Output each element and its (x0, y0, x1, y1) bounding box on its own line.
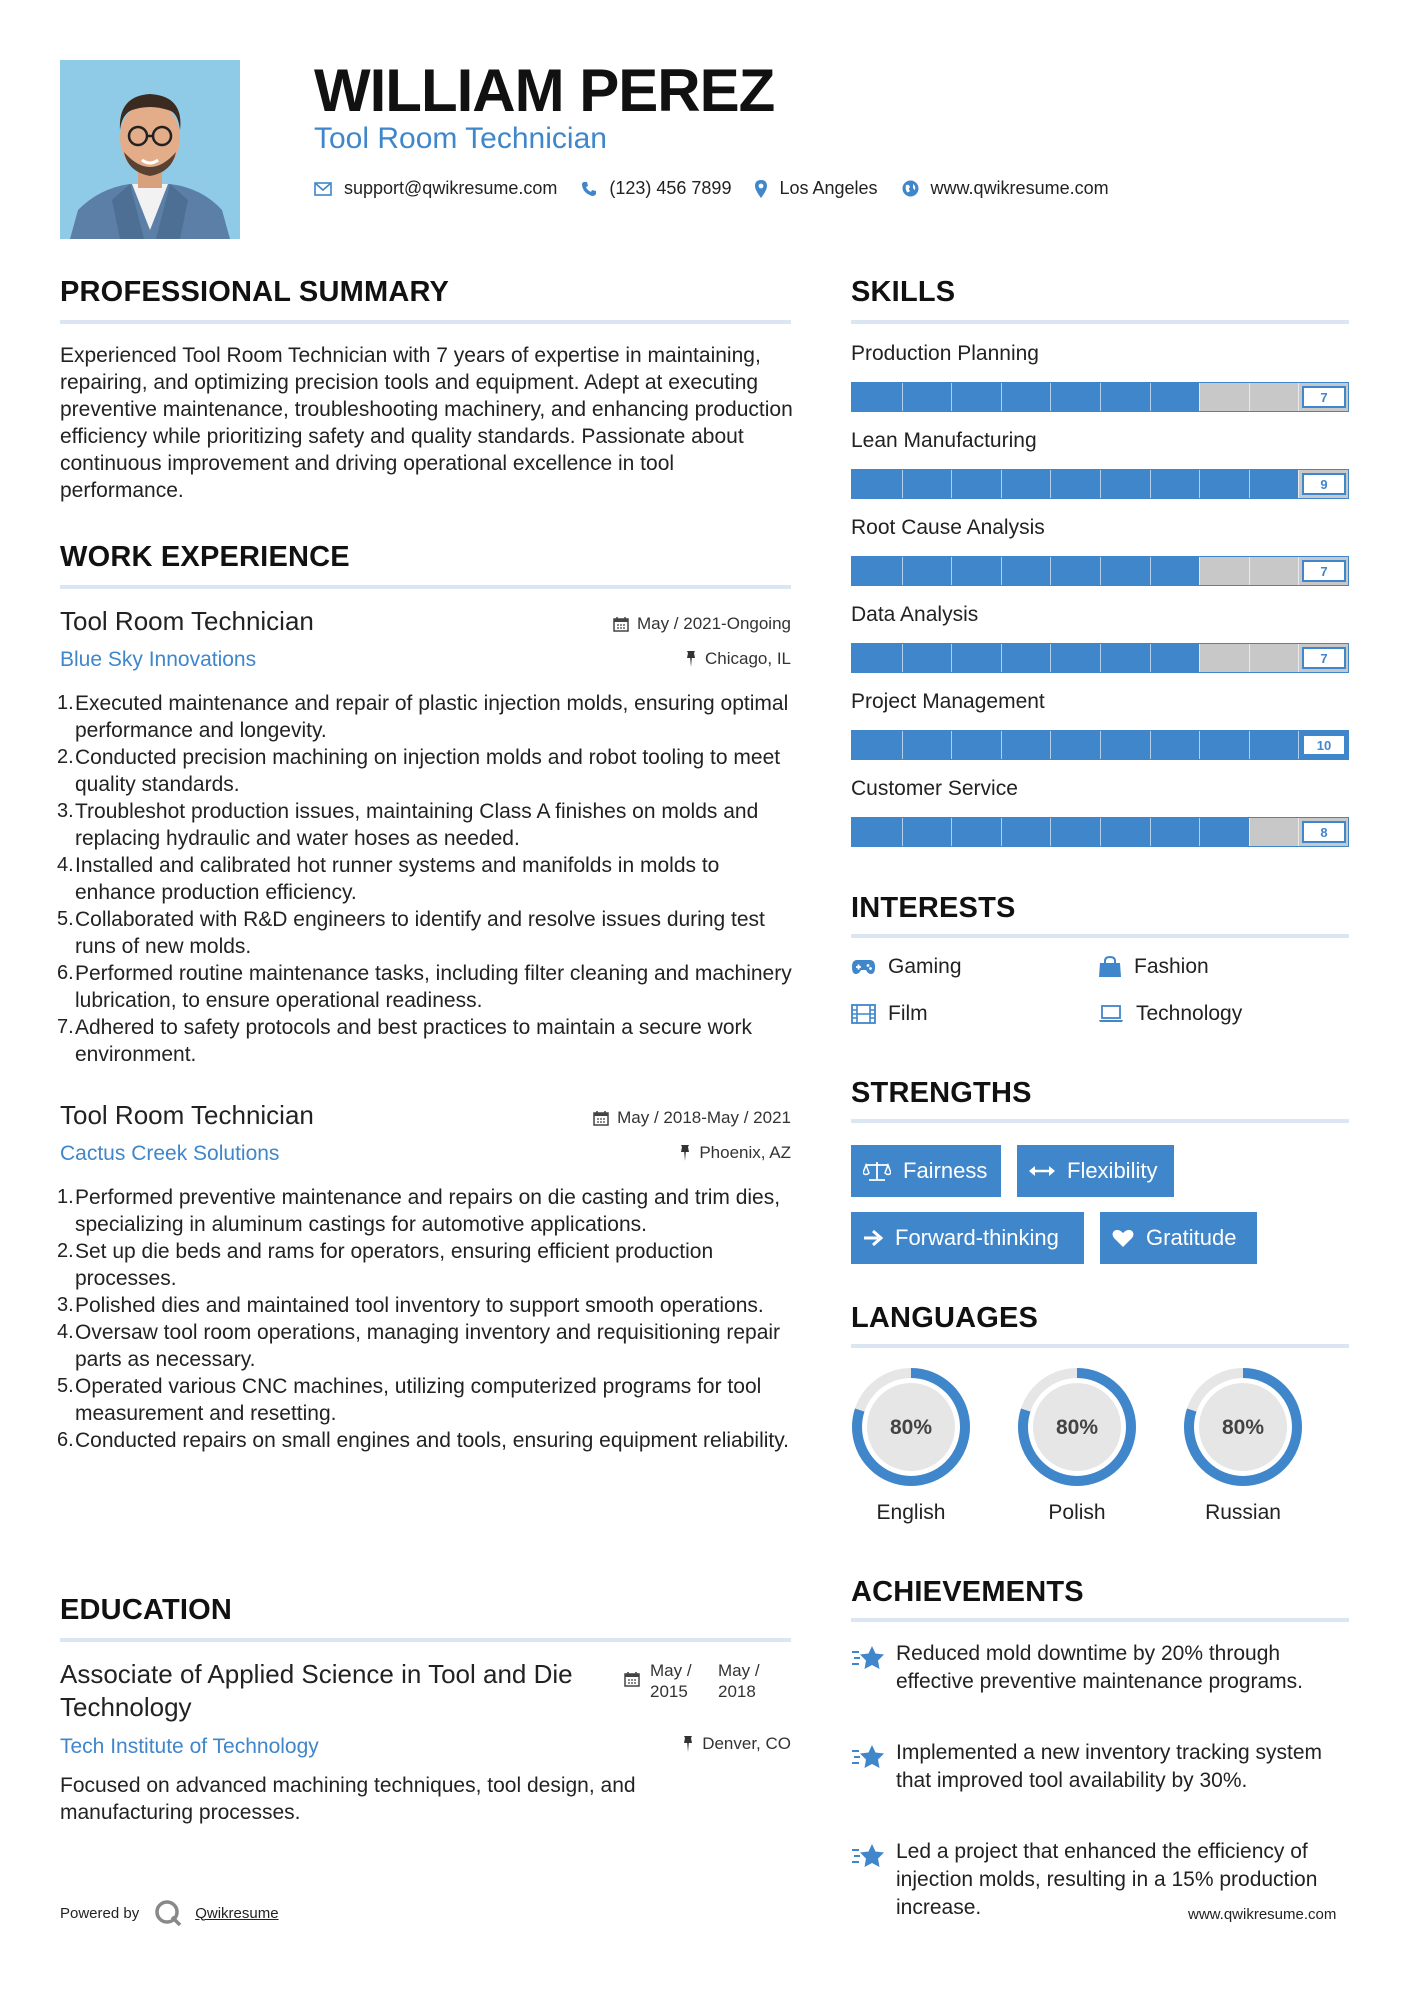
skill-bar-segment (1001, 470, 1002, 498)
skill-bar-segment (951, 644, 952, 672)
contact-website[interactable]: www.qwikresume.com (930, 178, 1109, 198)
job-bullets (57, 1184, 797, 1454)
skill-bar-segment (902, 731, 903, 759)
skill-bar-segment (1150, 470, 1151, 498)
strengths-heading: STRENGTHS (851, 1077, 1032, 1109)
skill-bar-segment (1298, 470, 1299, 498)
skill-bar (851, 556, 1349, 586)
candidate-name: WILLIAM PEREZ (314, 57, 775, 124)
job-company: Cactus Creek Solutions (60, 1142, 280, 1165)
education-start: May / 2015 (650, 1661, 692, 1701)
strength-label: Fairness (903, 1158, 988, 1183)
language-percent: 80% (889, 1416, 933, 1439)
skill-bar-segment (902, 383, 903, 411)
list-item: 3. Troubleshot production issues, maintaining Class A finishes on molds and replacing hydraulic and water hoses as needed. (57, 800, 759, 850)
education-end: May / 2018 (718, 1661, 760, 1701)
arrow-right-icon (863, 1229, 883, 1247)
achievements-divider (851, 1618, 1349, 1622)
globe-icon (902, 180, 919, 197)
phone-icon (581, 181, 597, 197)
education-dates (624, 1660, 774, 1702)
skill-score: 7 (1302, 647, 1346, 669)
shooting-star-icon (851, 1743, 885, 1771)
skill-bar-segment (1001, 557, 1002, 585)
skill-bar-segment (902, 818, 903, 846)
qwikresume-link[interactable]: Qwikresume (195, 1904, 279, 1922)
skill-bar-segment (1199, 818, 1200, 846)
calendar-icon (593, 1110, 609, 1126)
achievement-item (851, 1739, 1351, 1795)
skill-bar-segment (902, 644, 903, 672)
interest-label: Technology (1136, 1002, 1243, 1025)
skill-bar-segment (1249, 383, 1250, 411)
strength-tag (1100, 1212, 1257, 1264)
strength-label: Flexibility (1067, 1158, 1158, 1183)
heart-icon (1112, 1228, 1134, 1248)
skill-bar-segment (951, 470, 952, 498)
powered-by-label: Powered by (60, 1904, 140, 1922)
skill-label: Customer Service (851, 777, 1018, 800)
education-location-text: Denver, CO (702, 1734, 791, 1753)
list-item: 1. Executed maintenance and repair of plastic injection molds, ensuring optimal performance and longevity. (57, 692, 789, 742)
interests-divider (851, 934, 1349, 938)
gamepad-icon (851, 959, 876, 975)
skill-label: Root Cause Analysis (851, 516, 1045, 539)
strength-label: Gratitude (1146, 1225, 1237, 1250)
skill-bar-segment (1199, 383, 1200, 411)
contact-phone[interactable]: (123) 456 7899 (609, 178, 732, 198)
strength-tag (851, 1145, 1001, 1197)
qwikresume-logo-icon (153, 1898, 183, 1928)
skill-bar-segment (951, 731, 952, 759)
job-location (491, 649, 791, 669)
skills-heading: SKILLS (851, 276, 956, 308)
language-ring (1181, 1365, 1305, 1489)
skill-label: Project Management (851, 690, 1045, 713)
languages-heading: LANGUAGES (851, 1302, 1039, 1334)
skill-bar-segment (1100, 644, 1101, 672)
skill-bar-segment (1199, 644, 1200, 672)
interest-item (1098, 955, 1209, 979)
list-item: 5. Operated various CNC machines, utilizing computerized programs for tool measurement and resetting. (57, 1375, 762, 1425)
job-location (491, 1143, 791, 1163)
pushpin-icon (679, 1145, 691, 1161)
skill-bar-segment (1150, 818, 1151, 846)
school-name: Tech Institute of Technology (60, 1735, 319, 1758)
skill-bar-segment (1001, 383, 1002, 411)
experience-heading: WORK EXPERIENCE (60, 541, 350, 573)
pushpin-icon (682, 1736, 694, 1752)
skill-bar-segment (1298, 383, 1299, 411)
job-location-text: Chicago, IL (705, 649, 791, 668)
skill-bar (851, 382, 1349, 412)
achievement-text: Reduced mold downtime by 20% through effective preventive maintenance programs. (896, 1642, 1303, 1693)
interest-label: Fashion (1134, 955, 1209, 978)
skill-bar-segment (1298, 818, 1299, 846)
candidate-role: Tool Room Technician (314, 122, 607, 155)
interests-heading: INTERESTS (851, 892, 1016, 924)
language-percent: 80% (1221, 1416, 1265, 1439)
balance-scale-icon (863, 1160, 891, 1182)
list-item: 1. Performed preventive maintenance and repairs on die casting and trim dies, specializing in aluminum castings for automotive applications. (57, 1186, 781, 1236)
skill-bar (851, 817, 1349, 847)
skill-bar-segment (1298, 644, 1299, 672)
achievement-text: Led a project that enhanced the efficiency of injection molds, resulting in a 15% production increase. (896, 1840, 1318, 1919)
skill-score: 9 (1302, 473, 1346, 495)
list-item: 6. Performed routine maintenance tasks, including filter cleaning and machinery lubrication, to ensure operational readiness. (57, 962, 792, 1012)
skill-bar-segment (1249, 731, 1250, 759)
strengths-divider (851, 1119, 1349, 1123)
shopping-bag-icon (1098, 956, 1122, 978)
achievement-item (851, 1640, 1351, 1696)
skill-score: 7 (1302, 386, 1346, 408)
skill-bar-segment (1298, 557, 1299, 585)
skill-bar-segment (1050, 644, 1051, 672)
skill-bar-segment (1001, 731, 1002, 759)
language-name: Russian (1205, 1501, 1281, 1524)
language-ring (849, 1365, 973, 1489)
job-date (491, 1108, 791, 1128)
skill-bar-segment (1249, 644, 1250, 672)
arrows-horizontal-icon (1029, 1164, 1055, 1178)
laptop-icon (1098, 1005, 1124, 1023)
skill-bar-segment (1100, 383, 1101, 411)
skill-bar-segment (1249, 818, 1250, 846)
summary-divider (60, 320, 791, 324)
envelope-icon (314, 182, 332, 196)
skill-bar-segment (1150, 557, 1151, 585)
film-icon (851, 1004, 876, 1024)
language-ring (1015, 1365, 1139, 1489)
languages-divider (851, 1344, 1349, 1348)
skill-bar-segment (1050, 818, 1051, 846)
job-date-text: May / 2018-May / 2021 (617, 1108, 791, 1127)
skill-bar-segment (951, 383, 952, 411)
skill-bar-segment (1100, 818, 1101, 846)
contact-location: Los Angeles (779, 178, 878, 198)
skill-bar-fill (852, 644, 1199, 672)
skill-bar-segment (1100, 557, 1101, 585)
skill-bar-segment (951, 557, 952, 585)
skill-label: Lean Manufacturing (851, 429, 1037, 452)
strength-label: Forward-thinking (895, 1225, 1059, 1250)
summary-heading: PROFESSIONAL SUMMARY (60, 276, 450, 308)
job-date-text: May / 2021-Ongoing (636, 614, 791, 633)
interest-label: Gaming (888, 955, 962, 978)
skill-bar-segment (1100, 731, 1101, 759)
skills-divider (851, 320, 1349, 324)
skill-bar-segment (1150, 383, 1151, 411)
skill-bar-segment (1100, 470, 1101, 498)
interest-item (851, 955, 962, 979)
education-description: Focused on advanced machining techniques, tool design, and manufacturing processes. (60, 1774, 636, 1824)
skill-bar-segment (1050, 470, 1051, 498)
shooting-star-icon (851, 1644, 885, 1672)
job-date (491, 614, 791, 634)
skill-score: 7 (1302, 560, 1346, 582)
education-divider (60, 1638, 791, 1642)
interest-item (1098, 1002, 1242, 1026)
skill-bar-segment (1050, 731, 1051, 759)
skill-bar-segment (902, 470, 903, 498)
strength-tag (1017, 1145, 1174, 1197)
summary-text: Experienced Tool Room Technician with 7 years of expertise in maintaining, repairing, and optimizing precision tools and equipment. Adept at executing preventive maintenance, troubleshooting machinery, and enhancing production efficiency while prioritizing safety and quality standards. Passionate about continuous improvement and driving operational excellence in tool performance. (60, 344, 793, 502)
skill-bar-segment (1199, 557, 1200, 585)
contact-row (314, 178, 1133, 199)
skill-bar (851, 730, 1349, 760)
shooting-star-icon (851, 1842, 885, 1870)
profile-photo (60, 60, 240, 239)
list-item: 3. Polished dies and maintained tool inventory to support smooth operations. (57, 1294, 764, 1317)
contact-email[interactable]: support@qwikresume.com (344, 178, 558, 198)
skill-bar (851, 643, 1349, 673)
skill-bar-segment (1001, 818, 1002, 846)
skill-bar-fill (852, 557, 1199, 585)
skill-bar-segment (1249, 470, 1250, 498)
skill-bar-segment (1298, 731, 1299, 759)
map-pin-icon (755, 180, 767, 198)
skill-bar-segment (951, 818, 952, 846)
experience-divider (60, 585, 791, 589)
job-location-text: Phoenix, AZ (699, 1143, 791, 1162)
education-heading: EDUCATION (60, 1594, 233, 1626)
pushpin-icon (685, 651, 697, 667)
skill-bar-segment (1150, 644, 1151, 672)
interest-item (851, 1002, 928, 1026)
strength-tag (851, 1212, 1084, 1264)
job-title: Tool Room Technician (60, 606, 314, 636)
skill-bar-fill (852, 470, 1298, 498)
skill-bar-segment (1199, 470, 1200, 498)
skill-bar-segment (1050, 383, 1051, 411)
skill-label: Production Planning (851, 342, 1039, 365)
job-title: Tool Room Technician (60, 1100, 314, 1130)
list-item: 4. Installed and calibrated hot runner systems and manifolds in molds to enhance production efficiency. (57, 854, 720, 904)
list-item: 6. Conducted repairs on small engines and tools, ensuring equipment reliability. (57, 1429, 790, 1452)
skill-bar-segment (1199, 731, 1200, 759)
skill-bar-fill (852, 383, 1199, 411)
list-item: 7. Adhered to safety protocols and best practices to maintain a secure work environment. (57, 1016, 753, 1066)
language-name: English (876, 1501, 946, 1524)
skill-label: Data Analysis (851, 603, 979, 626)
list-item: 2. Conducted precision machining on injection molds and robot tooling to meet quality standards. (57, 746, 781, 796)
calendar-icon (624, 1671, 640, 1687)
achievement-text: Implemented a new inventory tracking system that improved tool availability by 30%. (896, 1741, 1323, 1792)
interest-label: Film (888, 1002, 928, 1025)
list-item: 5. Collaborated with R&D engineers to identify and resolve issues during test runs of new molds. (57, 908, 765, 958)
achievements-heading: ACHIEVEMENTS (851, 1576, 1084, 1608)
skill-bar-segment (902, 557, 903, 585)
job-bullets (57, 690, 797, 1068)
language-name: Polish (1048, 1501, 1106, 1524)
skill-bar-segment (1249, 557, 1250, 585)
language-percent: 80% (1055, 1416, 1099, 1439)
skill-bar-segment (1050, 557, 1051, 585)
footer-website[interactable]: www.qwikresume.com (1188, 1906, 1337, 1923)
list-item: 4. Oversaw tool room operations, managing inventory and requisitioning repair parts as necessary. (57, 1321, 781, 1371)
skill-bar-segment (1150, 731, 1151, 759)
degree-title: Associate of Applied Science in Tool and Die Technology (60, 1659, 573, 1722)
skill-bar (851, 469, 1349, 499)
skill-bar-segment (1001, 644, 1002, 672)
list-item: 2. Set up die beds and rams for operators, ensuring efficient production processes. (57, 1240, 714, 1290)
skill-score: 10 (1302, 734, 1346, 756)
job-company: Blue Sky Innovations (60, 648, 257, 671)
skill-score: 8 (1302, 821, 1346, 843)
calendar-icon (613, 616, 629, 632)
footer-powered-by (60, 1898, 279, 1928)
education-location (491, 1734, 791, 1754)
